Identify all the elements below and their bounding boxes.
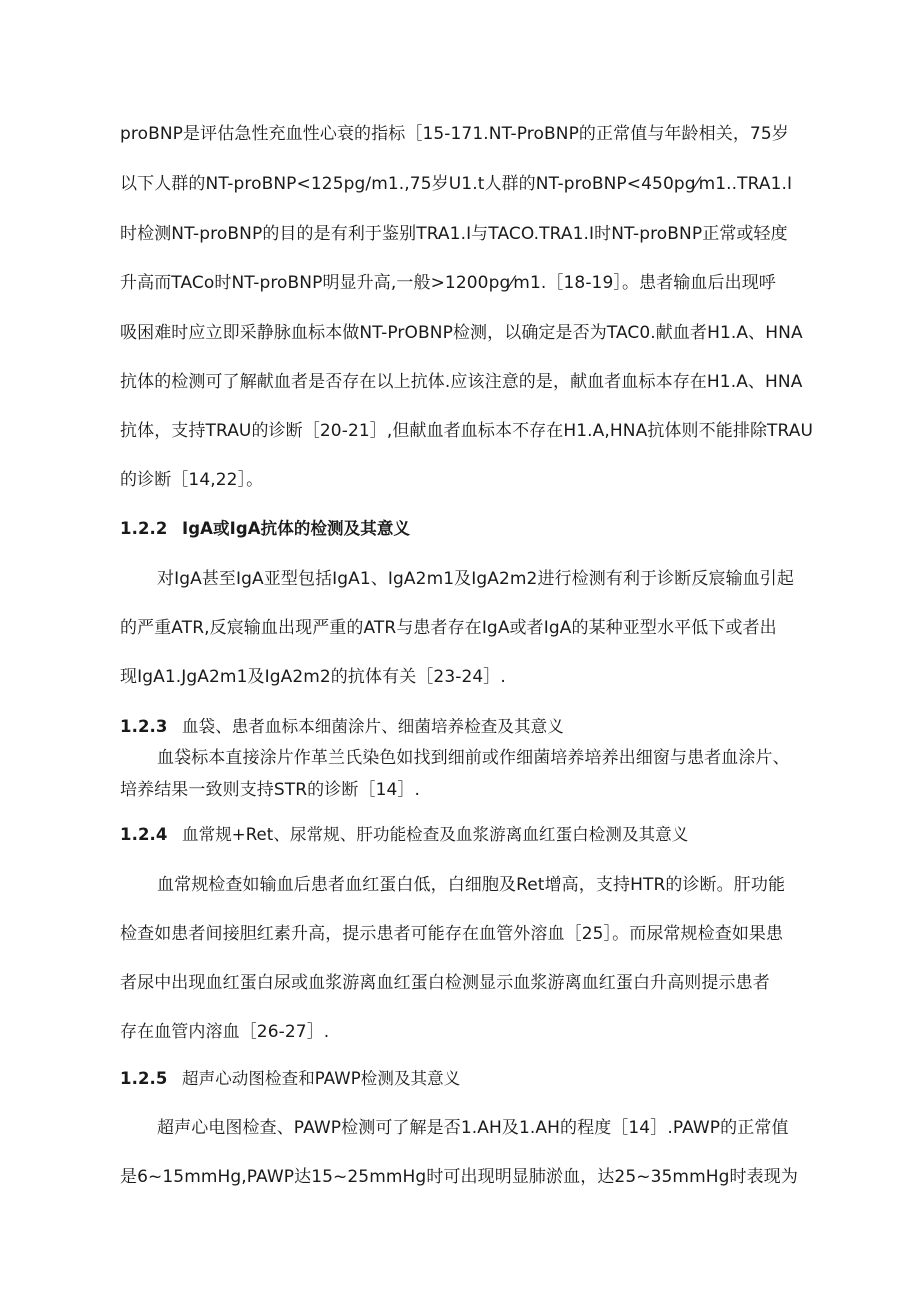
text-line: proBNP是评估急性充血性心衰的指标［15-171.NT-ProBNP的正常值与年龄相关，75岁	[120, 124, 789, 144]
text-line: 血常规检查如输血后患者血红蛋白低，白细胞及Ret增高，支持HTR的诊断。肝功能	[157, 875, 786, 895]
section-title: 血袋、患者血标本细菌涂片、细菌培养检查及其意义	[182, 717, 564, 736]
text-line: 以下人群的NT-proBNP<125pg/m1.,75岁U1.t人群的NT-proBNP<450pg⁄m1..TRA1.I	[120, 174, 793, 194]
text-line: 是6~15mmHg,PAWP达15~25mmHg时可出现明显肺淤血，达25~35mmHg时表现为	[120, 1167, 798, 1187]
text-line: 对IgA甚至IgA亚型包括IgA1、IgA2m1及IgA2m2进行检测有利于诊断反宸输血引起	[157, 569, 794, 589]
section-number: 1.2.2	[120, 519, 168, 538]
section-title: IgA或IgA抗体的检测及其意义	[182, 519, 411, 538]
section-heading-1-2-4	[120, 823, 840, 847]
section-title: 超声心动图检查和PAWP检测及其意义	[182, 1069, 461, 1088]
text-line: 抗体的检测可了解献血者是否存在以上抗体.应该注意的是，献血者血标本存在H1.A、HNA	[120, 372, 803, 392]
section-heading-1-2-2	[120, 517, 840, 541]
text-line: 吸困难时应立即采静脉血标本做NT-PrOBNP检测，以确定是否为TAC0.献血者H1.A、HNA	[120, 323, 803, 343]
text-line: 检查如患者间接胆红素升高，提示患者可能存在血管外溶血［25］。而尿常规检查如果患	[120, 924, 784, 944]
text-line: 的严重ATR,反宸输血出现严重的ATR与患者存在IgA或者IgA的某种亚型水平低下或者出	[120, 618, 777, 638]
section-heading-1-2-3	[120, 715, 840, 739]
text-line: 抗体，支持TRAU的诊断［20-21］,但献血者血标本不存在H1.A,HNA抗体则不能排除TRAU	[120, 421, 814, 441]
text-line: 的诊断［14,22］。	[120, 470, 264, 490]
section-heading-1-2-5	[120, 1067, 840, 1091]
text-line: 者尿中出现血红蛋白尿或血浆游离血红蛋白检测显示血浆游离血红蛋白升高则提示患者	[120, 973, 770, 993]
text-line: 血袋标本直接涂片作革兰氏染色如找到细前或作细菌培养培养出细窗与患者血涂片、	[157, 748, 790, 768]
section-number: 1.2.5	[120, 1069, 168, 1088]
section-number: 1.2.4	[120, 825, 168, 844]
text-line: 超声心电图检查、PAWP检测可了解是否1.AH及1.AH的程度［14］.PAWP的正常值	[157, 1118, 789, 1138]
text-line: 升高而TACo时NT-proBNP明显升高,一般>1200pg⁄m1.［18-19］。患者输血后出现呼	[120, 273, 776, 293]
section-number: 1.2.3	[120, 717, 168, 736]
section-title: 血常规+Ret、尿常规、肝功能检查及血浆游离血红蛋白检测及其意义	[182, 825, 689, 844]
text-line: 培养结果一致则支持STR的诊断［14］.	[120, 780, 421, 800]
text-line: 现IgA1.JgA2m1及IgA2m2的抗体有关［23-24］.	[120, 667, 506, 687]
text-line: 时检测NT-proBNP的目的是有利于鉴别TRA1.I与TACO.TRA1.I时NT-proBNP正常或轻度	[120, 224, 788, 244]
text-line: 存在血管内溶血［26-27］.	[120, 1022, 330, 1042]
